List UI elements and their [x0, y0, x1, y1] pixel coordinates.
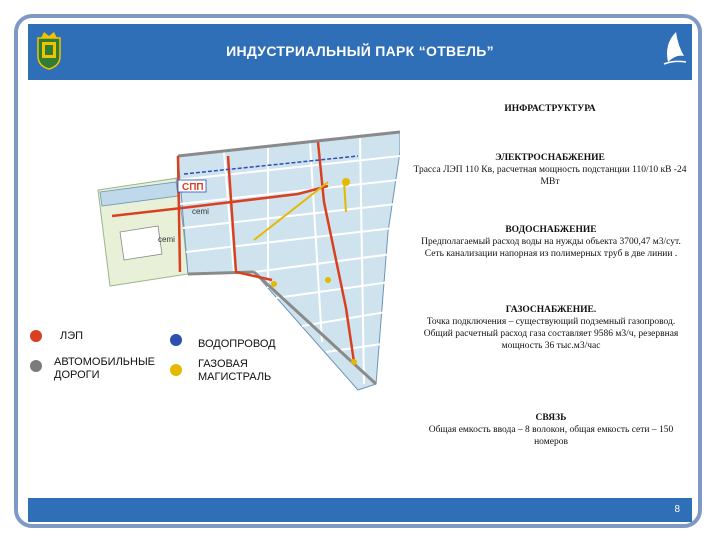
info-water: [420, 224, 682, 260]
info-communication-text: Общая емкость ввода – 8 волокон, общая емкость сети – 150 номеров: [428, 425, 674, 447]
title-bar: [28, 24, 692, 80]
slide-title: ИНДУСТРИАЛЬНЫЙ ПАРК “ОТВЕЛЬ”: [226, 43, 494, 59]
legend-water-marker: [170, 334, 182, 346]
legend-power-line-label: ЛЭП: [60, 330, 84, 342]
footer-bar: [28, 498, 692, 522]
map-sign-cemi-2: cemi: [192, 207, 209, 216]
map-gas-point: [342, 178, 350, 186]
legend-water-label: ВОДОПРОВОД: [198, 338, 276, 350]
info-electricity-text: Трасса ЛЭП 110 Кв, расчетная мощность подстанции 110/10 кВ -24 МВт: [413, 165, 687, 187]
info-gas-text: Точка подключения – существующий подземный газопровод. Общий расчетный расход газа составляет 9586 м3/ч, резервная мощность 36 тыс.м3/час: [423, 317, 679, 351]
page-number: 8: [674, 504, 680, 515]
legend-roads-label: АВТОМОБИЛЬНЫЕ ДОРОГИ: [54, 356, 156, 381]
info-gas: [418, 304, 684, 352]
info-communication-heading: СВЯЗЬ: [535, 413, 567, 423]
legend-roads-marker: [30, 360, 42, 372]
legend-gas-marker: [170, 364, 182, 376]
info-water-text: Предполагаемый расход воды на нужды объекта 3700,47 м3/сут. Сеть канализации напорная из полимерных труб в две линии .: [421, 237, 681, 259]
map-sign-spp: СПП: [182, 182, 204, 193]
info-electricity-heading: ЭЛЕКТРОСНАБЖЕНИЕ: [495, 153, 605, 163]
legend-power-line-marker: [30, 330, 42, 342]
info-water-heading: ВОДОСНАБЖЕНИЕ: [505, 225, 597, 235]
infrastructure-title: ИНФРАСТРУКТУРА: [504, 104, 596, 114]
info-gas-heading: ГАЗОСНАБЖЕНИЕ.: [505, 305, 597, 315]
map-sign-cemi-1: cemi: [158, 235, 175, 244]
organization-logo-icon: [654, 28, 694, 76]
coat-of-arms-icon: [34, 30, 64, 70]
info-communication: [420, 412, 682, 448]
legend-gas-label: ГАЗОВАЯ МАГИСТРАЛЬ: [198, 358, 272, 383]
info-electricity: [410, 152, 690, 188]
